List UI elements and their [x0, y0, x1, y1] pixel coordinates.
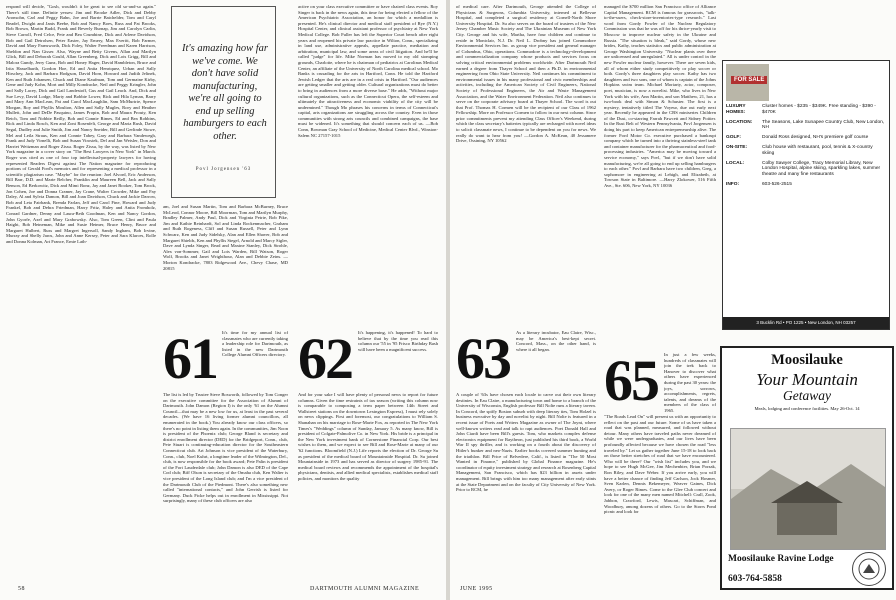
moosilauke-ad [720, 346, 894, 590]
ad-row-label: GOLF: [726, 135, 741, 141]
class-61-lead: It's time for my annual list of classmates who are currently taking a leadership role for Dartmouth, as listed in the new Dartmouth College Alumni Officers directory. [222, 330, 288, 358]
pull-quote-box [171, 6, 276, 198]
class-62-lead: It's happening, it's happened! To hard to believe that by the time you read this column our '55 in '95 Frisco Birthday Bash will have been a magnificent success. [358, 330, 438, 352]
ad-row-value: Club house with restaurant, pool, tennis & X-country skiing [762, 144, 873, 156]
ad-row-value: 603-526-2515 [762, 181, 792, 187]
class-65-text: "The Roads Lead On" will present us with an opportunity to reflect on the past and our future. Some of us have taken a road that was planned, measured, and followed without detour. Many others have traveled paths never dreamed of while we were undergraduates, and our lives have been profoundly affected because we have chosen the road "less traveled by." Let us gather together June 15-18 to look back on those better stretches of road that we have encountered. Who will be there? Our "wish list" includes you, and we hope to see Hugh McGee, Jim Mechenbier, Brian Porzak, Ron Riley, and Dave Weber. If you arrive early, you will have a better chance of finding Jeff Carlson, Jock Hosmer, Sven Karlen, Dennis Bekemeyer, Weaver Gaines, Dick Avery, or Roger Rimes. Come to the Glee Club concert and look for one of the many men named Mitchell: Crall, Zook, Jabbon, Crawford, Lewis, Mascari, Schiffman, and Woodbury, among dozens of others. Go to the Storrs Pond picnic and look for [604, 414, 716, 515]
class-63-text: A couple of '63s have chosen each locale to carve out their own literary destinies. In Eau Claire, a manufacturing town and home to a branch of the University of Wisconsin, English professor Bill Nolte runs a literary tavern. In Concord, the spiffy Boston suburb with deep literary ties, Tom Holzel is business executive by day and novelist by night. Bill Nolte is featured in a recent issue of Poets and Writers Magazine as owner of The Joynt, where well-known writers read and talk to rapt audiences. Poet Donald Hall and John Ciardi have been Bill's guests. Tom, who markets complex defense electronics equipment for Raytheon, just published his third book, a World War II spy thriller, and is working on a fourth about the discovery of Hitler's bunker and neo-Nazis. Earlier books covered summer hunting and the triathlon. Bill Price of Belvedere, Calif., is listed in "The 50 Most Wanted in Finance," published by Global Finance magazine. He's coordinator of equity investment strategy and research at Rosenberg Capital Management, San Francisco, which has $23 billion in assets under management. Bill brings with him too many management after early stints at the State Department and on the faculty of City University of New York. Prior to RCM, he [456, 392, 596, 493]
for-sale-sign: FOR SALE [731, 76, 767, 84]
moosilauke-subtitle-2: Getaway [783, 388, 831, 403]
class-number-61: 61 [163, 326, 217, 391]
moosilauke-title: Moosilauke [771, 352, 843, 368]
lodge-phone: 603-764-5858 [728, 574, 782, 584]
ad-row [726, 135, 886, 141]
ad-row-value: Colby Sawyer College, Tracy Memorial Library, New London Hospital, alpine skiing, sparkling lakes, summer theatre and many fine restaurants [762, 160, 881, 178]
house-photo [726, 64, 769, 101]
pull-quote-text: It's amazing how far we've come. We don't have solid manufacturing, we're all going to end up selling hamburgers to each other. [182, 43, 268, 142]
ad-row [726, 104, 886, 116]
moosilauke-info: Meals, lodging and conference facilities. May 26-Oct. 14 [754, 406, 860, 411]
ad-row [726, 120, 886, 132]
class-65-lead: In just a few weeks, hundreds of classmates will join the trek back to Hanover to discover what others have experienced during the past 30 years: the joys, sorrows, accomplishments, regrets, talents, and dreams of the members of the class of 1965. [664, 352, 716, 412]
right-column-3: managed the $700 million San Francisco office of Alliance Capital Management. RCM is famous for grassroots, "talk-to-the-users, check-store-inventories-type research." Last word from Gordy Fowler of the Nuclear Regulatory Commission was that he was off for his thrice-yearly visit to Moscow to improve nuclear safety in the Ukraine and Russia. "The situation is bleak," said Gordy, whose new brides, Kathy, teaches statistics and public administration at George Washington University. "Nuclear plants over there are unlicensed and unregulated." All is under control in the new Fowler nuclear family, however. There are seven kids, all of whom either study competitively or play soccer or both. Gordy's three daughters play soccer. Kathy has two daughters and two sons, one of whom is captain of the Johns Hopkins swim team. Michael Moriarty, actor, composer, poet, musician, is now a novelist. Mike, who lives in New York with his wife, Ann Martin, and son Matthew, 21, has a two-book deal with Simon & Schuster. The first is a mystery, tentatively titled The Voyeur, due out early next year. Recently he appeared in the CBS miniseries Children of the Dust, co-starring Farrah Fawcett and Sidney Poitier. In the Rust Belt of Western Pennsylvania, Povl Jorgensen is doing his part to keep American entrepreneurship alive. The former Ford Motor Co. executive purchased a bankrupt company which he turned into a thriving stainless-steel tank and container manufacturer for the pharmaceutical and food-processing industries. "America may be moving toward a service economy," says Povl, "but if we don't have solid manufacturing, we're all going to end up selling hamburgers to each other." Povl and Barbara have two children, Greg, a sophomore in engineering at Lehigh, and Elizabeth, at Towson State in Baltimore. —Harry Zlokower, 516 Fifth Ave., Ste. 606, New York, NY 10036 [604, 4, 716, 188]
right-column-1: of medical care. After Dartmouth, George attended the College of Physicians & Surgeons, Columbia University, interned at Bellevue Hospital, and completed a surgical residency at Cornell-North Shore University Hospital. Dr. Su also serves on the board of trustees of the New Jersey Chamber Music Society and The Ukrainian Museum of New York City. George and his wife, Martha, have four children and continue to reside in Montclair, N.J. Dr. Neil L. Drobny has joined Commodore Environmental Services Inc. as group vice president and general manager of Columbus, Ohio, operations. Commodore is a technology-development and commercialization company whose products and services focus on solving critical environmental problems worldwide. After Dartmouth Neil earned a degree from Thayer School and then a Ph.D. in environmental engineering from Ohio State University. Neil continues his commitment to environmental issues in his many professional and civic memberships and activities, including the American Society of Civil Engineers, National Society of Professional Engineers, the Air and Waste Management Association, and the Water Environment Federation. Neil also continues to serve on the corporate advisory board at Thayer School. The word is out that Prof. Thomas H. Cormen will be the recipient of our Class of 1962 Fellowship. More on Professor Cormen to follow in our next column. Since prior commitments prevent my attending Class Officer's Weekend, during which the class secretary's batteries typically are recharged with novel ideas to solicit classmate news, I continue to be dependent on you for news. We really do want to hear from you! —Gordon A. McKean, 40 Jessamere Drive, Ossining, NY 10562 [456, 4, 596, 144]
ad-row-value: Donald Ross designed, NH's premiere golf course [762, 135, 869, 141]
left-page-number: 58 [18, 586, 25, 592]
class-number-63: 63 [456, 326, 510, 391]
ad-row-value: Cluster homes - $235 - $349K. Free standing - $390 - $470K [762, 104, 876, 115]
ad-details [726, 104, 886, 192]
ad-row [726, 182, 886, 188]
ad-row [726, 145, 886, 157]
magazine-name: DARTMOUTH ALUMNI MAGAZINE [310, 586, 420, 592]
ad-row-label: LOCAL: [726, 160, 745, 166]
luxury-homes-ad [722, 60, 890, 330]
left-page [0, 0, 446, 600]
left-column-1: respond will decide, "Gosh, wouldn't it be great to see old so-and-so again." There's still time. Definite yesses: Jim and Brooke Adler, Dick and Debby Aronsohn, Carl and Peggy Bahn, Joe and Barrie Batchelder, Tom and Caryl Beadel, Dwight and Janis Beebe, Bob and Nancy Boes, Russ and Pat Brooks, Bob Brown, Martin Budd, Frank and Beverly Burnap, Jim and Carolyn Carlin, Steve Carroll, Fred Celce, Pete and Bea Crumbine, Dick and Arlene Davidson, Bob and Gail Detrolsen, Peter Easter, Jay Emery, Max Everitt, Bob Farmer, David and Mary Farnsworth, Dick Foley, Walter Freedman and Karen Harrison, Sheldon and Nan Gisser. Also, Wayne and Betty Givens, Allan and Marilyn Glick, Bill and Deborah Gould, Allan Greenberg, Dick and Lois Grigg, Bill and Malora Gundy, Jerry Gunz, Bob and Honey Hager, David Hambleton, Bruce and Irita Hasselbarth, Gordon Hoe, Ed and Anita Henriquez, Urban and Sally Hirschey, Jack and Barbara Hodgson, David Horn, Howard and Judith Jelinek, Ken and Ruth Johansen, Chuck and Diane Kaufman, Tom and Germaine Kirby, Gene and Judy Kohn, Mort and Milly Kondracke, Neil and Peggy Kringler, John and Sally Lacey, Dick and Gail Landestoff, Gus and Gail Leach. And, Dick and Sue Levy, David Lodge, Marty and Bobbie Lower, Rick and Hila Lyman, Barry and Mary Ann MacLean, Pat and Carol MacLaughlin, Sam McMurtrie, Spence Morgan, Roy and Phyllis Moulton, Allen and Sally Mugles, Rory and Heather Mullett, John and DeDe Pasquino, James Propin, Bob and Maura Prouty, Ken Reich, Tom and Nobbie Reilly, Bob and Connie Rimes, Ed and Bea Robbins, Rick and Linda Rosch, Ken and Zoni Rosenfelt, George and Maria Rush, David Segal, Dudley and Julie Smith, Jim and Nancy Sneider, Bill and Gerlinde Stowe, Mel and Leila Straus, Ken and Connie Tabey, Gary and Barbara Vandewegh, Frank and Judy Virnelli, Bob and Susan Virostek, Del and Jan Weisler, Don and Harriet Weitzman and Roger Zissu. Roger Zissu, by the way, was listed by New York magazine in a cover story on "The Best Lawyers in New York" in March. Roger was cited as one of four top intellectual-property lawyers for having represented Readers Digest against The Nation magazine for reproducing portions of Gerald Ford's memoirs and for representing a medical professor in a scientific plagiarism case. "Maybe" for the reunion: Joel Alvord, Eric Anderson, Bill Barr, D.D. and Marie Belcher, Franklin and Maureen Bell, Jack and Sally Benson, Ed Berkowitz, Dick and Mimi Bonz, Jay and Janet Booker, Tom Brock, Jon Cohen, Joe and Donna Cramer, Jay Crane, Walter Crowder, Mike and Fay Daley, Al and Sylvia Damon, Bill and Joan Davidson, Chuck and Jackie Darrow, Bob and Leta Fairbank, Brenda Farlan, Jeff and Carol Fine, Howard and Judy Frankel, Bob and Debra Friedman, Harry Fritz, Haley and Anita Fromholz, Conrad Gardner, Denny and Laura-Beth Goodman, Ken and Nancy Gordon, John Gyorfe, Axel and Mary Grabowsky. Also, Tom Green, Clint and Paula Haight, Bob Heineman, Mike and Susie Heimer, Bruce Henry, Bruce and Margaret Hulbert, Russ and Margret Ingersoll, Sandy Ingham, Bob Irvine, Murray and Shelly Jaros, John and Anne Kersey, Peter and Sara Klarces, Rolle and Donna Kolman, Art France, Ernie Lath- [6, 4, 156, 244]
class-63-lead: As a literary incubator, Eau Claire, Wisc., may be America's best-kept secret. Concord, Mass., on the other hand, is where it all began. [516, 330, 596, 352]
ad-address: 3 Bucklin Rd • PO 1225 • New London, NH 03257 [723, 317, 889, 329]
ad-row-label: LOCATION: [726, 119, 753, 125]
left-column-2-top: am, Joel and Susan Martin, Tom and Barbara McBurney, Bruce McLeod, Connor Moore, Bill Moorman, Tom and Marilyn Murphy, Bradley Palmer, Andy Paul, Dick and Virginia Petrie, Bob Pike, Jim and Kathie Reinhardt, Sol and Linda Rockenmacher, Graham and Ruth Rogeness, Cliff and Susan Russell, Peter and Lynn Schwarz, Ken and Judy Sidelsky, Alan and Ellen Shaver, Bob and Margaret Shields, Ken and Phyllis Siegel, Arnold and Marcy Sigler, Dave and Lynda Singer, Read and Maxine Stanley, Dick Strohle, Alex von-Sommer, Gail and Lois Warden, Bill Watson, Roger Wolf, Brooks and Janet Wrighthour, Alan and Debbie Zeins. —Morton Kondracke, 7803 Ridgewood Ave., Chevy Chase, MD 20815 [163, 204, 288, 271]
ad-row-label: INFO: [726, 181, 740, 187]
issue-date: JUNE 1995 [460, 586, 493, 592]
ad-row [726, 161, 886, 178]
dartmouth-seal-icon [852, 552, 886, 586]
lodge-illustration [731, 429, 885, 549]
lodge-name: Moosilauke Ravine Lodge [728, 554, 834, 564]
class-number-65: 65 [604, 348, 658, 413]
pull-quote-author: Povl Jorgensen '63 [195, 167, 252, 172]
class-number-62: 62 [298, 326, 352, 391]
ad-row-label: LUXURY HOMES: [726, 104, 746, 115]
ad-row-label: ON-SITE: [726, 144, 748, 150]
moosilauke-subtitle: Your Mountain [756, 370, 858, 389]
lodge-photo [730, 428, 886, 550]
left-column-3: active on your class executive committee or have chaired class events. Roy Singer is back in the news again, this time for being elected a fellow of the American Psychiatric Association, an honor for which a medallion is presented. He's clinical director and medical staff president of Rye (N.Y.) Hospital Center, and clinical assistant professor of psychiatry at New York Medical College. Bob Fuller has left the Superior Court bench after eight years and reopened his private law practice in Wilton, Conn., specializing in land use, administrative appeals, appellate practice, mediation and arbitration, municipal law, and some areas of civil litigation. And he'll be called "judge" for life. Mike Norman has moved to my old stomping grounds, Charlotte, where he is chairman of pediatrics at Carolinas Medical Center, an affiliate of the University of North Carolina medical school. Mo Banks is crusading for the arts in Hartford, Conn. He told the Hartford Jewish Ledger that the arts are in a real crisis in Hartford. "Our audiences are getting smaller and getting older. Cultural organizations must do better to bring in audiences from a more diverse base." He adds, "Without major cultural organizations, such as the Connecticut Opera, the self-esteem and ultimately the attractiveness and economic viability of the city will be undermined." Though Mo phrases his concerns in terms of Connecticut's capital, arts organizations are struggling across the country. Even in those communities with strong arts councils and combined campaigns, the base must be widened. It's something that should concern each of us. —Bob Conn, Bowman Gray School of Medicine, Medical Center Blvd., Winston-Salem NC 27157-1015 [298, 4, 438, 138]
class-61-text: The list is led by Trustee Steve Bosworth, followed by Tom Conger on the executive committee for the Association of Alumni of Dartmouth. John Damon (Region I) is the only '61 on the Alumni Council—that may be a new low for us, at least in the past several decades. (We have 16 living former alumni councillors, all enumerated in the book.) You already know our class officers, so there's no point in listing them again. In the communities, Jim Noon is president of the Phoenix club; George Bland is secretary and district enrollment director (DED) for the Bridgeport, Conn., club, Pete Stuart is continuing-education director for the Southeastern Connecticut club. Art Johnson is vice president of the Waterbury, Conn., club, Noel Kuhrt, a longtime leader of the Wilmington, Del., club, is now responsible for the book award; Pete Palin is president of the Fort Lauderdale club; John Damon is also DED of the Cape Cod club; Biff Olson is secretary of the Omaha club, Ken Walter is vice president of the Long Island club; and I'm a vice president of the Dartmouth Club of the Piedmont. There's also something new called "international contacts," and John Gerrish is listed for Germany. Duck Ficke helps out in enrollment in Mississippi. Not surprisingly, many of these club officers are also [163, 392, 288, 504]
class-62-text: And for your sake I will have plenty of personal news to report for future columns. Given the time restraints of tax season (writing this column now is comparable to composing a term paper between 14th Street and Wallstreet stations on the downtown Lexington Express), I must rely solely on news clippings. First and foremost, our congratulations to William S. Shanahan on his marriage to Rose-Marie Fox, as reported in The New York Times's "Weddings" column of Sunday, January 5. As many know, Bill is president of Colgate-Palmolive Co. in New York. His bride is a principal in the New York investment bank of Cornerstone Financial Corp. Our best wishes to them, and we expect to see Bill and Rose-Marie at many of our '62 functions. Bloomfield (N.J.) Life reports the election of Dr. George Su as president of the medical board of Mountainside Hospital. Dr. Su joined Mountainside in 1973 and has served as director of surgery 1985-91. The medical board reviews and recommends the appointment of the hospital's physicians, dentists, and allied medical specialists, establishes medical staff policies, and monitors the quality [298, 392, 438, 481]
ad-row-value: The Seasons, Lake Sunapee Country Club, New London, NH [762, 119, 885, 131]
